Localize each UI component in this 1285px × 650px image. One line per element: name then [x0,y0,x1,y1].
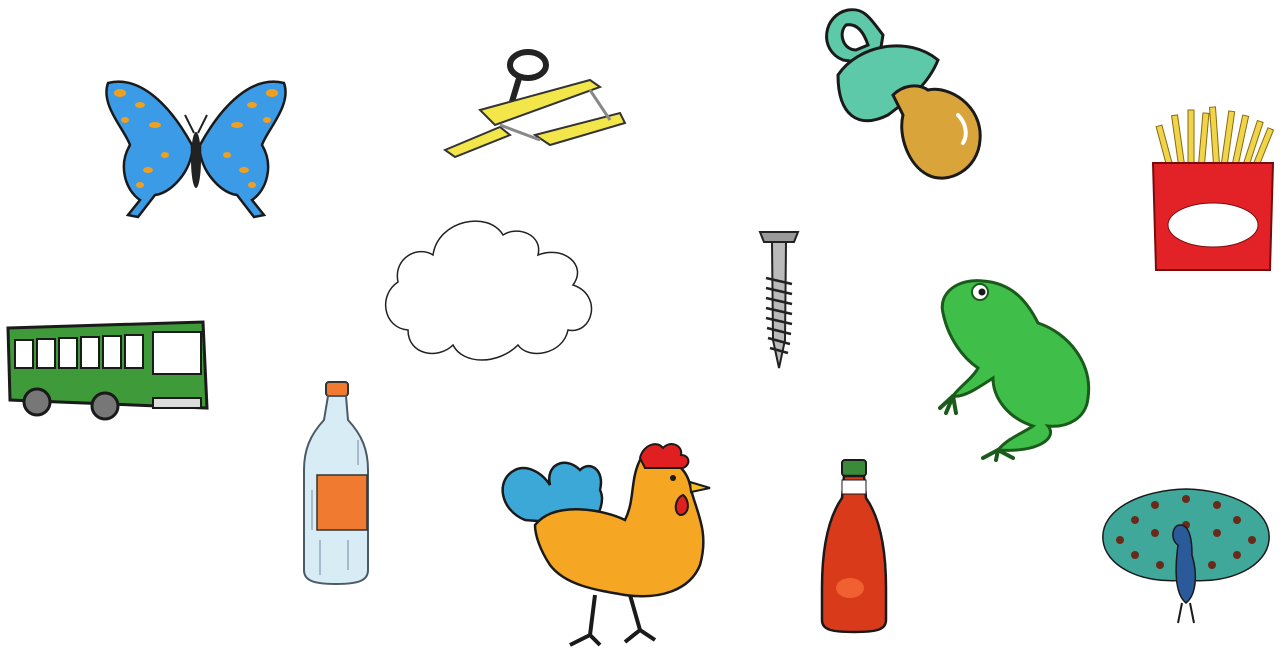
sled-picture[interactable] [440,45,630,163]
cloud-icon [378,210,603,365]
cloud-picture[interactable] [378,210,603,365]
rooster-icon [495,440,717,648]
pacifier-picture[interactable] [818,5,988,185]
rooster-picture[interactable] [495,440,717,648]
bus-icon [5,320,210,420]
peacock-picture[interactable] [1100,485,1272,625]
screw-icon [758,230,800,370]
frog-icon [938,278,1096,460]
fries-picture[interactable] [1148,105,1278,273]
snow-sled-icon [440,45,630,163]
peacock-icon [1100,485,1272,625]
ketchup-picture[interactable] [820,458,888,633]
bus-picture[interactable] [5,320,210,420]
screw-picture[interactable] [758,230,800,370]
butterfly-picture[interactable] [100,75,292,220]
water-bottle-icon [300,380,372,585]
ketchup-bottle-icon [820,458,888,633]
frog-picture[interactable] [938,278,1096,460]
butterfly-icon [100,75,292,220]
bottle-picture[interactable] [300,380,372,585]
french-fries-icon [1148,105,1278,273]
pacifier-icon [818,5,988,185]
